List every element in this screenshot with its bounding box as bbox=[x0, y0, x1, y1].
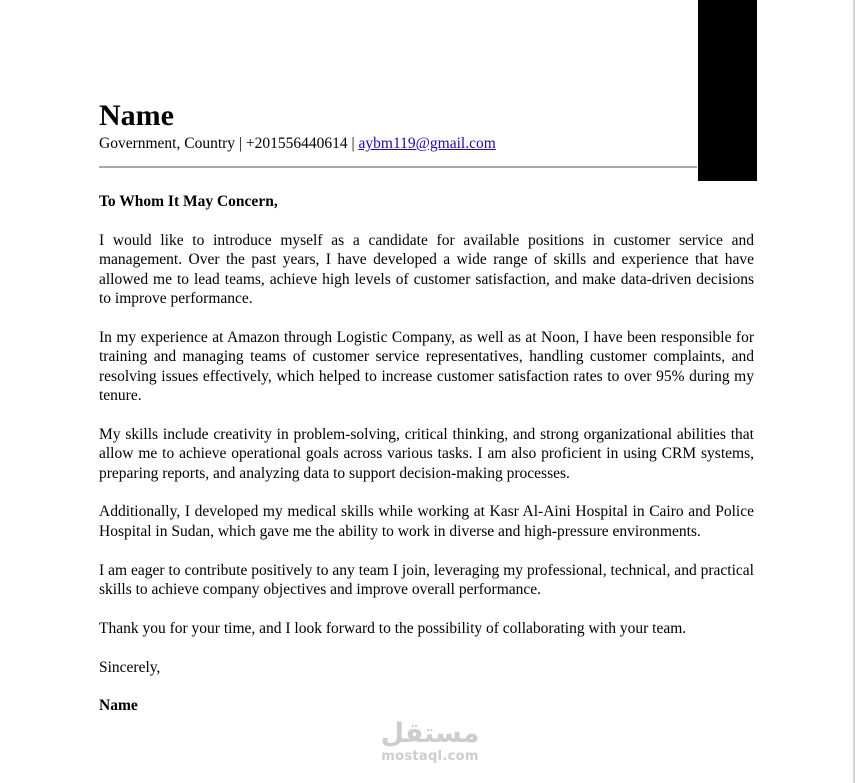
mostaql-watermark bbox=[375, 718, 485, 764]
watermark-arabic: مستقل bbox=[380, 718, 480, 749]
letter-body bbox=[99, 192, 754, 735]
applicant-name: Name bbox=[99, 99, 174, 132]
paragraph-medical: Additionally, I developed my medical skills while working at Kasr Al-Aini Hospital in Cairo and Police Hospital in Sudan, which gave me the ability to work in diverse and high-pressure environments. bbox=[99, 503, 754, 540]
paragraph-thanks: Thank you for your time, and I look forward to the possibility of collaborating with your team. bbox=[99, 619, 687, 637]
contact-separator: | bbox=[347, 135, 359, 152]
header-divider bbox=[99, 166, 697, 168]
letter-header bbox=[99, 98, 699, 154]
contact-line bbox=[99, 134, 699, 154]
location-text: Government, Country bbox=[99, 135, 236, 152]
salutation: To Whom It May Concern, bbox=[99, 193, 278, 210]
signature-name: Name bbox=[99, 697, 138, 715]
phone-number: +201556440614 bbox=[245, 135, 348, 152]
paragraph-skills: My skills include creativity in problem-solving, critical thinking, and strong organizational abilities that allow me to achieve operational goals across various tasks. I am also proficient in using CRM systems, preparing reports, and analyzing data to support decision-making processes. bbox=[99, 425, 754, 482]
paragraph-contribution: I am eager to contribute positively to any team I join, leveraging my professional, technical, and practical skills to achieve company objectives and improve overall performance. bbox=[99, 561, 754, 599]
paragraph-introduction: I would like to introduce myself as a candidate for available positions in customer service and management. Over the past years, I have developed a wide range of skills and experience that have allowed me to lead teams, achieve high levels of customer satisfaction, and make data-driven decisions to improve performance. bbox=[99, 231, 754, 308]
closing: Sincerely, bbox=[99, 658, 161, 676]
watermark-latin: mostaql.com bbox=[381, 749, 479, 764]
paragraph-experience: In my experience at Amazon through Logistic Company, as well as at Noon, I have been responsible for training and managing teams of customer service representatives, handling customer complaints, and resolving issues effectively, which helped to increase customer satisfaction rates to over 95% during my tenure. bbox=[99, 328, 754, 405]
email-link[interactable]: aybm119@gmail.com bbox=[358, 135, 496, 152]
contact-separator: | bbox=[235, 135, 246, 152]
decorative-black-bar bbox=[698, 0, 757, 181]
